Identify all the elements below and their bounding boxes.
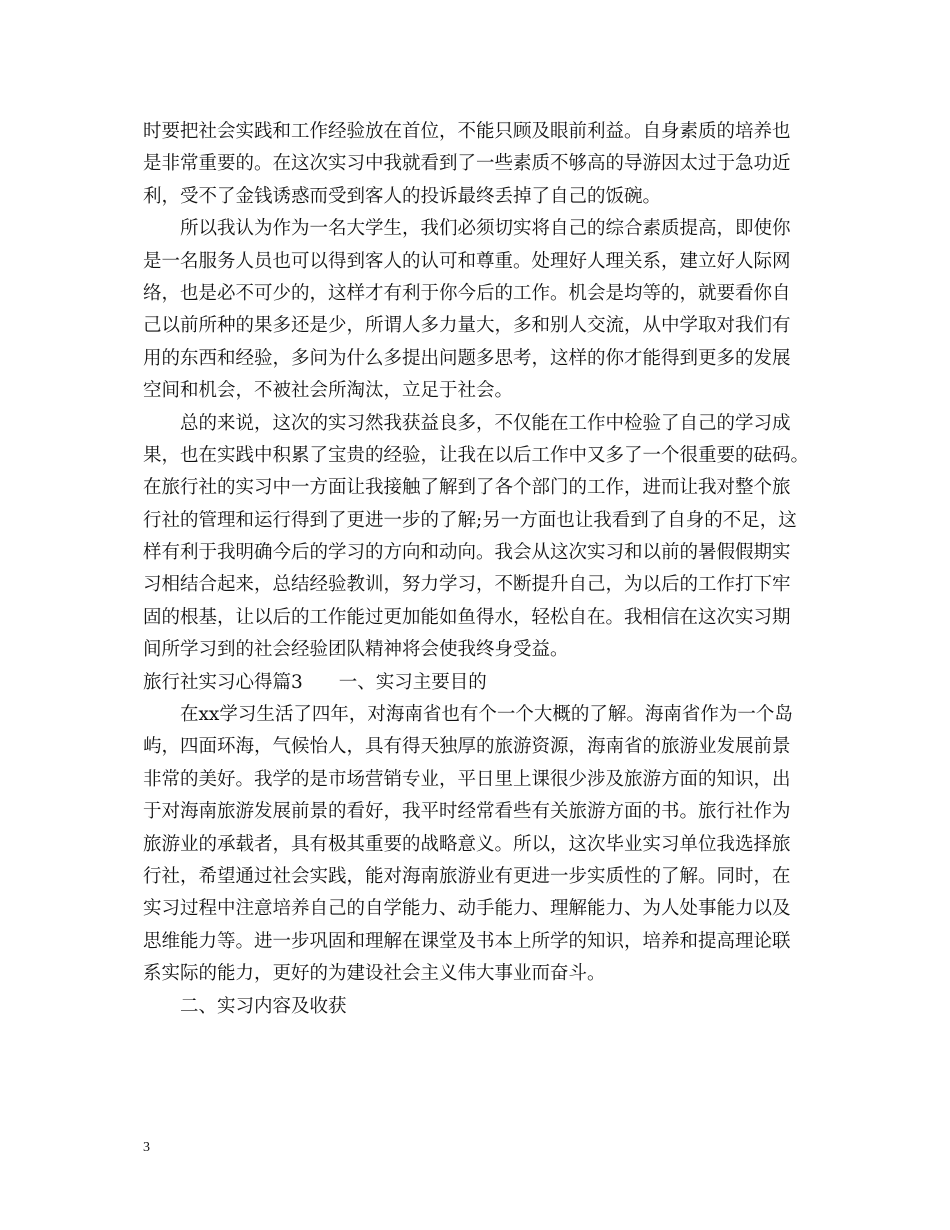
paragraph-start-line: 所以我认为作为一名大学生，我们必须切实将自己的综合素质提高，即使你 (180, 218, 791, 240)
text-line: 己以前所种的果多还是少，所谓人多力量大，多和别人交流，从中学取对我们有 (143, 315, 791, 337)
page-number: 3 (143, 1140, 150, 1155)
text-line: 习相结合起来，总结经验教训，努力学习，不断提升自己，为以后的工作打下牢 (143, 574, 791, 596)
section-heading: 二、实习内容及收获 (180, 995, 347, 1017)
text-line: 在旅行社的实习中一方面让我接触了解到了各个部门的工作，进而让我对整个旅 (143, 477, 791, 499)
section-heading-line (143, 667, 809, 699)
text-line: 空间和机会，不被社会所淘汰，立足于社会。 (143, 380, 514, 402)
paragraph-start-line: 总的来说，这次的实习然我获益良多，不仅能在工作中检验了自己的学习成 (180, 412, 791, 434)
text-line: 是一名服务人员也可以得到客人的认可和尊重。处理好人理关系，建立好人际网 (143, 250, 791, 272)
article-title: 旅行社实习心得篇3 (143, 671, 303, 693)
text-line: 是非常重要的。在这次实习中我就看到了一些素质不够高的导游因太过于急功近 (143, 153, 791, 175)
paragraph-start-line: 在xx学习生活了四年，对海南省也有个一个大概的了解。海南省作为一个岛 (180, 704, 793, 726)
text-line: 样有利于我明确今后的学习的方向和动向。我会从这次实习和以前的暑假假期实 (143, 542, 791, 564)
text-line: 用的东西和经验，多问为什么多提出问题多思考，这样的你才能得到更多的发展 (143, 347, 791, 369)
text-line: 非常的美好。我学的是市场营销专业，平日里上课很少涉及旅游方面的知识，出 (143, 768, 791, 790)
text-line: 行社的管理和运行得到了更进一步的了解;另一方面也让我看到了自身的不足，这 (143, 509, 797, 531)
text-line: 果，也在实践中积累了宝贵的经验，让我在以后工作中又多了一个很重要的砝码。 (143, 444, 810, 466)
text-line: 固的根基，让以后的工作能过更加能如鱼得水，轻松自在。我相信在这次实习期 (143, 606, 791, 628)
text-line: 思维能力等。进一步巩固和理解在课堂及书本上所学的知识，培养和提高理论联 (143, 930, 791, 952)
text-line: 屿，四面环海，气候怡人，具有得天独厚的旅游资源，海南省的旅游业发展前景 (143, 736, 791, 758)
text-line: 时要把社会实践和工作经验放在首位，不能只顾及眼前利益。自身素质的培养也 (143, 121, 791, 142)
text-line: 系实际的能力，更好的为建设社会主义伟大事业而奋斗。 (143, 963, 606, 985)
text-line: 络，也是必不可少的，这样才有利于你今后的工作。机会是均等的，就要看你自 (143, 282, 791, 304)
document-body (143, 116, 809, 1023)
section-heading: 一、实习主要目的 (338, 671, 487, 693)
text-line: 利，受不了金钱诱惑而受到客人的投诉最终丢掉了自己的饭碗。 (143, 185, 662, 207)
text-line: 间所学习到的社会经验团队精神将会使我终身受益。 (143, 639, 569, 661)
text-line: 于对海南旅游发展前景的看好，我平时经常看些有关旅游方面的书。旅行社作为 (143, 801, 791, 823)
text-line: 行社，希望通过社会实践，能对海南旅游业有更进一步实质性的了解。同时，在 (143, 865, 791, 887)
text-line: 旅游业的承载者，具有极其重要的战略意义。所以，这次毕业实习单位我选择旅 (143, 833, 791, 855)
text-line: 实习过程中注意培养自己的自学能力、动手能力、理解能力、为人处事能力以及 (143, 898, 791, 920)
